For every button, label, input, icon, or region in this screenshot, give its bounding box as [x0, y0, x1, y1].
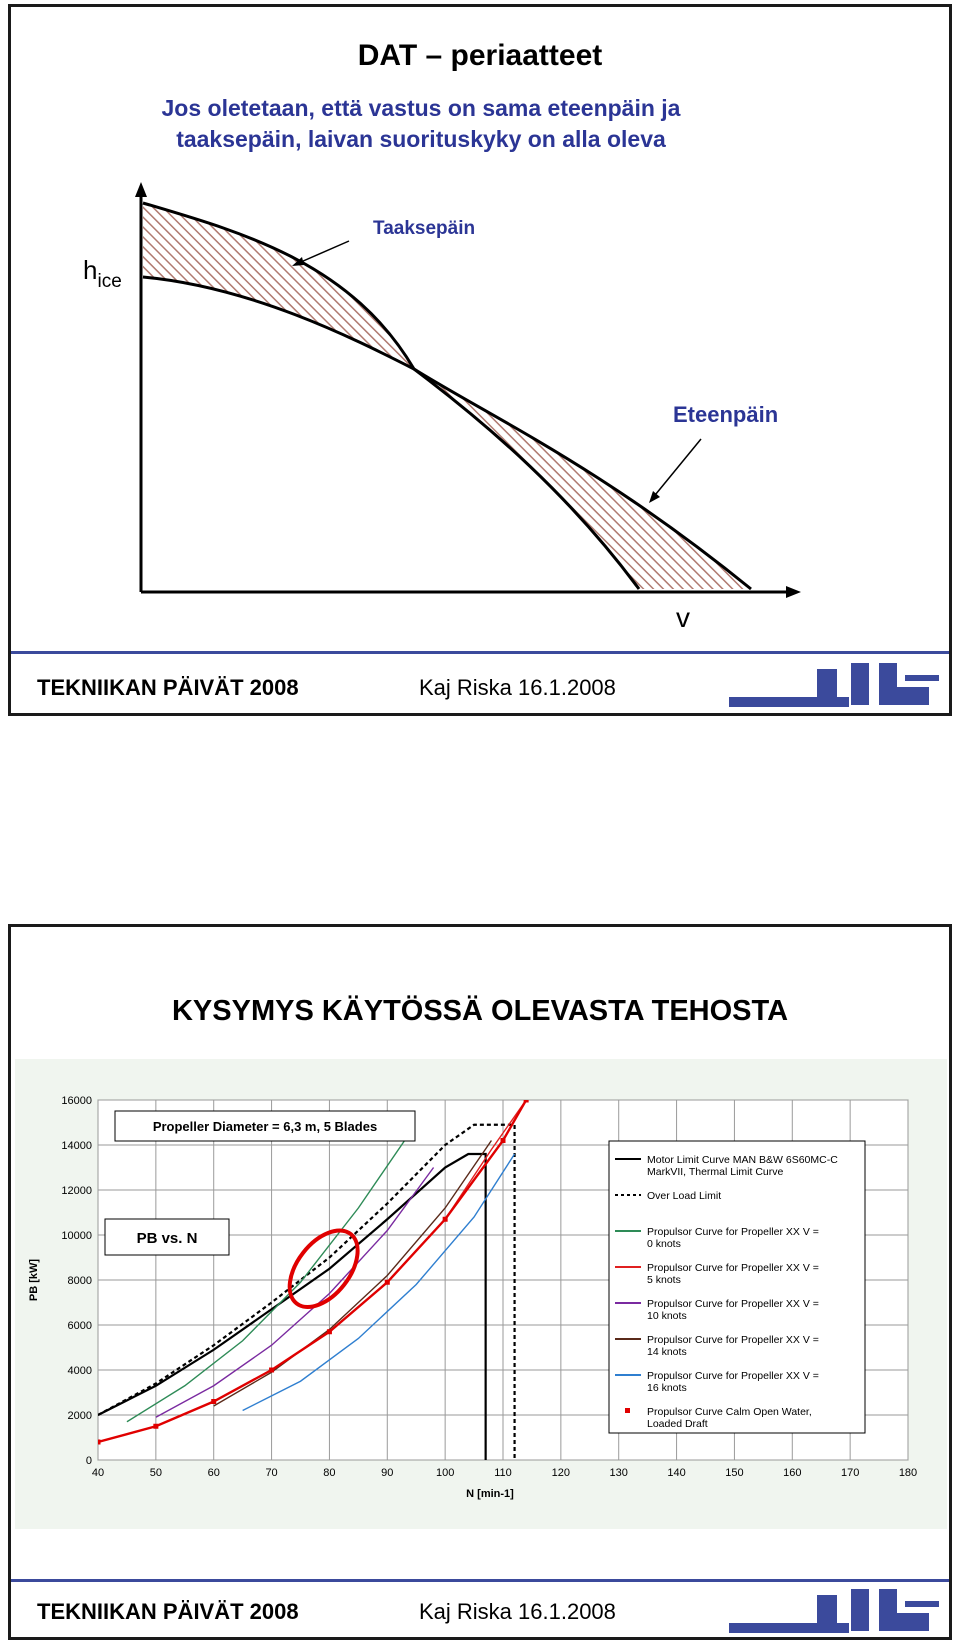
performance-diagram: [11, 7, 951, 627]
series-marker: [96, 1440, 101, 1445]
propulsion-chart: [15, 1059, 947, 1529]
x-tick-label: 70: [265, 1467, 278, 1479]
footer-rule: [11, 651, 949, 654]
slide-power-question: [8, 924, 952, 1640]
series-marker: [211, 1399, 216, 1404]
x-tick-label: 80: [323, 1467, 336, 1479]
legend-label: Over Load Limit: [647, 1190, 722, 1202]
x-tick-label: 40: [91, 1467, 105, 1479]
slide-title: KYSYMYS KÄYTÖSSÄ OLEVASTA TEHOSTA: [171, 995, 789, 1027]
x-axis-title: N [min-1]: [466, 1488, 514, 1500]
y-axis-label: $h_{ice}$: [83, 255, 122, 292]
legend-marker: [625, 1408, 630, 1413]
y-tick-label: 12000: [61, 1185, 92, 1197]
chart-panel: [15, 1059, 947, 1529]
subtitle-line-2: taaksepäin, laivan suorituskyky on alla oleva: [176, 126, 666, 152]
forward-pointer-head: [649, 491, 660, 503]
series-marker: [385, 1280, 390, 1285]
legend-label: Propulsor Curve for Propeller XX V = 0 knots: [647, 1226, 819, 1250]
x-tick-label: 100: [435, 1467, 455, 1479]
y-tick-label: 10000: [61, 1230, 92, 1242]
x-tick-label: 150: [725, 1467, 744, 1479]
footer-event: TEKNIIKAN PÄIVÄT 2008: [37, 675, 299, 700]
x-tick-label: 130: [609, 1467, 628, 1479]
slide-title: DAT – periaatteet: [357, 39, 603, 72]
series-marker: [524, 1098, 529, 1103]
x-tick-label: 110: [494, 1467, 512, 1479]
legend-label: Propulsor Curve for Propeller XX V = 10 knots: [647, 1298, 819, 1322]
x-tick-label: 180: [898, 1467, 918, 1479]
y-axis-title: PB [kW]: [28, 1258, 40, 1302]
y-tick-label: 4000: [67, 1365, 92, 1377]
x-tick-label: 140: [667, 1467, 686, 1479]
series-marker: [153, 1424, 158, 1429]
pbn-box-label: PB vs. N: [136, 1230, 198, 1247]
forward-label: Eteenpäin: [673, 402, 779, 427]
x-axis-label: v: [676, 602, 690, 627]
y-tick-label: 2000: [67, 1410, 92, 1422]
footer-author: Kaj Riska 16.1.2008: [419, 675, 616, 700]
legend-label: Motor Limit Curve MAN B&W 6S60MC-C MarkVII, Thermal Limit Curve: [647, 1154, 838, 1178]
y-tick-label: 0: [85, 1455, 92, 1467]
series-marker: [443, 1217, 448, 1222]
subtitle-line-1: Jos oletetaan, että vastus on sama eteenpäin ja: [161, 95, 681, 121]
x-tick-label: 50: [149, 1467, 162, 1479]
forward-pointer: [651, 439, 701, 500]
series-marker: [269, 1368, 274, 1373]
footer-rule: [11, 1579, 949, 1582]
x-axis-arrow: [786, 586, 801, 598]
company-logo: [729, 1583, 949, 1643]
x-tick-label: 160: [783, 1467, 802, 1479]
legend-label: Propulsor Curve for Propeller XX V = 16 knots: [647, 1370, 819, 1394]
series-marker: [327, 1329, 332, 1334]
y-tick-label: 6000: [67, 1320, 92, 1332]
legend-label: Propulsor Curve for Propeller XX V = 5 knots: [647, 1262, 819, 1286]
y-axis-arrow: [135, 182, 147, 197]
x-tick-label: 60: [207, 1467, 220, 1479]
company-logo: [729, 657, 949, 717]
x-tick-label: 120: [551, 1467, 571, 1479]
x-tick-label: 90: [381, 1467, 394, 1479]
legend-label: Propulsor Curve for Propeller XX V = 14 knots: [647, 1334, 819, 1358]
y-tick-label: 14000: [61, 1140, 92, 1152]
backward-label: Taaksepäin: [373, 218, 476, 239]
series-marker: [501, 1138, 506, 1143]
footer-event: TEKNIIKAN PÄIVÄT 2008: [37, 1599, 299, 1624]
slide-dat-principles: [8, 4, 952, 716]
propeller-box-label: Propeller Diameter = 6,3 m, 5 Blades: [152, 1119, 378, 1134]
footer-author: Kaj Riska 16.1.2008: [419, 1599, 616, 1624]
x-tick-label: 170: [840, 1467, 860, 1479]
legend-label: Propulsor Curve Calm Open Water, Loaded Draft: [647, 1406, 812, 1430]
y-tick-label: 8000: [67, 1275, 92, 1287]
y-tick-label: 16000: [61, 1095, 92, 1107]
